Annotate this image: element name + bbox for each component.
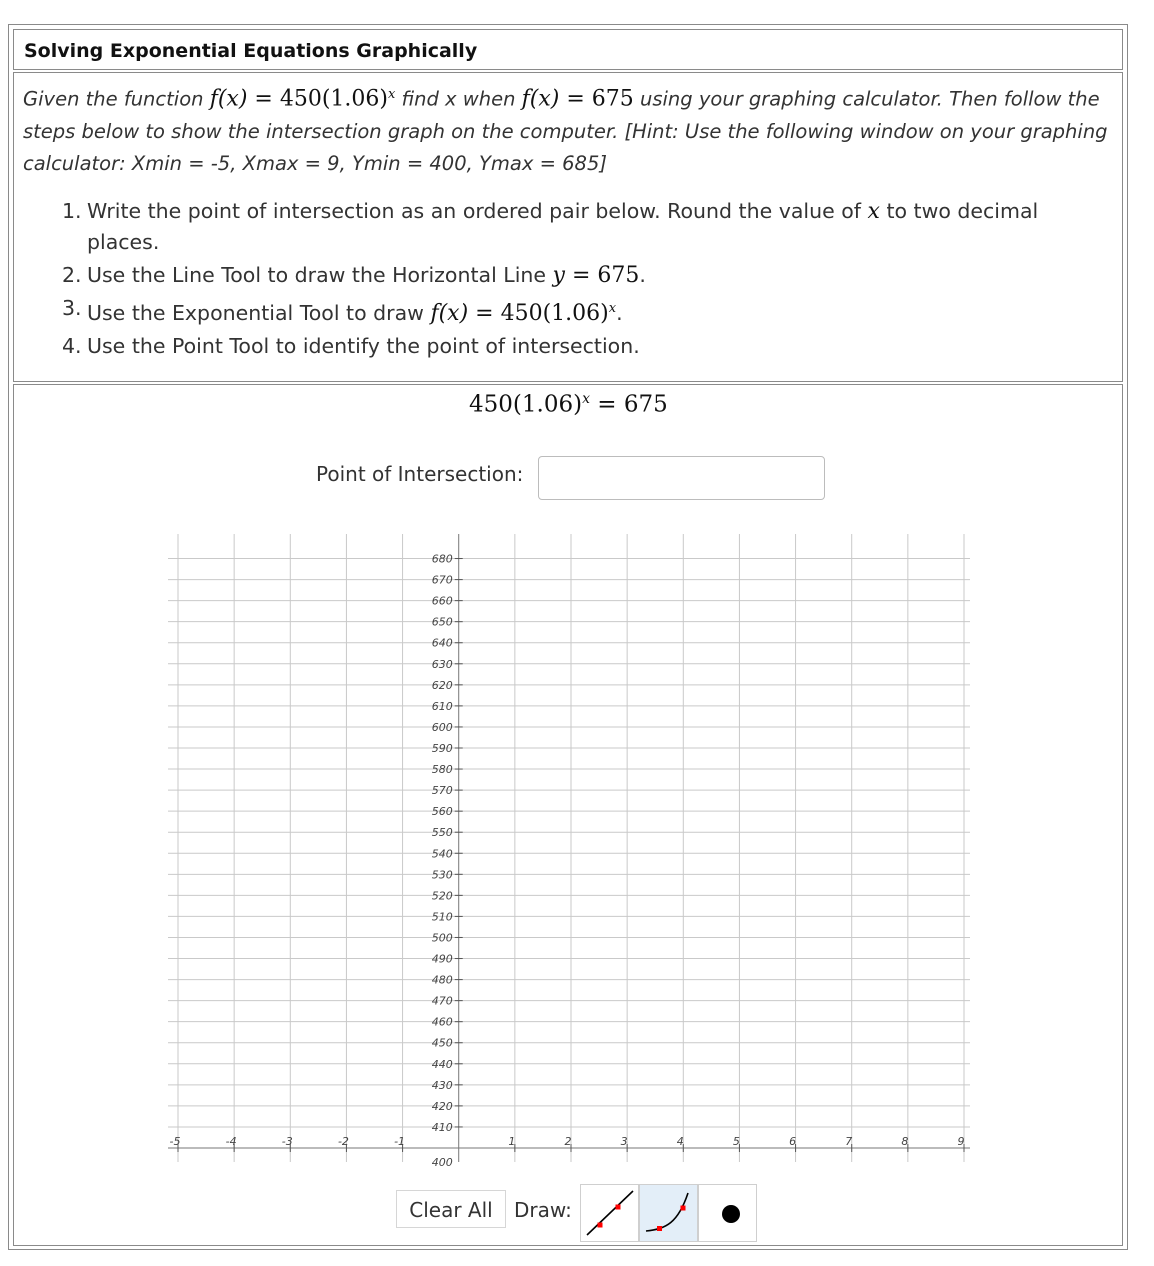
poi-input[interactable] (538, 456, 825, 500)
graph-box (13, 384, 1123, 1246)
x-tick-label: 3 (620, 1135, 628, 1148)
axes (168, 534, 970, 1162)
y-tick-label: 660 (431, 594, 453, 608)
step-text: Use the Line Tool to draw the Horizontal Line (87, 263, 553, 287)
graph-canvas[interactable] (166, 530, 976, 1178)
question-box (13, 72, 1123, 382)
step-exponent: x (608, 301, 617, 316)
x-tick-label: 6 (789, 1135, 797, 1148)
x-tick-label: -2 (337, 1135, 349, 1148)
step-item (62, 293, 1102, 329)
x-tick-label: 1 (508, 1135, 516, 1148)
x-tick-label: -1 (394, 1135, 406, 1148)
intro-function-name: f(x) (209, 86, 248, 112)
y-tick-label: 630 (431, 657, 453, 671)
y-tick-label: 650 (431, 615, 453, 629)
y-tick-label: 470 (431, 994, 453, 1008)
x-tick-label: 5 (732, 1135, 740, 1148)
equation-rhs: = 675 (589, 391, 668, 418)
y-tick-label: 490 (431, 952, 453, 966)
step-item (62, 196, 1102, 258)
point-tool-button[interactable] (698, 1184, 757, 1242)
y-tick-label: 620 (431, 678, 453, 692)
step-math: y (552, 263, 565, 288)
y-tick-label: 460 (431, 1015, 453, 1029)
grid (168, 534, 970, 1162)
intro-exponent: x (387, 87, 396, 102)
intro-part-2: find x when (395, 87, 522, 111)
poi-label: Point of Intersection: (316, 462, 524, 486)
step-number: 4. (62, 333, 82, 358)
y-tick-label: 560 (431, 805, 453, 819)
y-tick-label: 500 (431, 931, 453, 945)
step-math-value: = 450(1.06) (468, 300, 609, 326)
x-tick-label: 2 (564, 1135, 572, 1148)
equation-exponent: x (582, 391, 590, 407)
x-tick-label: -4 (225, 1135, 237, 1148)
tick-labels (170, 553, 965, 1169)
intro-text (23, 79, 1118, 180)
y-tick-label: 480 (431, 973, 453, 987)
y-tick-label: 670 (431, 573, 453, 587)
step-text-end: . (639, 263, 646, 287)
step-text: Use the Exponential Tool to draw (87, 300, 431, 325)
step-item (62, 331, 1102, 362)
line-tool-icon (581, 1185, 638, 1241)
step-math: f(x) (430, 300, 469, 326)
y-tick-label: 440 (431, 1057, 453, 1071)
step-text: Use the Point Tool to identify the point of intersection. (87, 333, 640, 358)
draw-label: Draw: (514, 1198, 572, 1222)
step-number: 3. (62, 296, 82, 320)
step-text: Write the point of intersection as an ordered pair below. Round the value of (87, 199, 868, 223)
x-tick-label: -3 (281, 1135, 293, 1148)
y-tick-label: 450 (431, 1036, 453, 1050)
step-item (62, 260, 1102, 291)
page-title: Solving Exponential Equations Graphically (24, 40, 478, 62)
line-tool-button[interactable] (580, 1184, 639, 1242)
x-tick-label: 4 (676, 1135, 684, 1148)
step-text-end: to two decimal places. (87, 199, 1039, 254)
y-tick-label: 600 (431, 720, 453, 734)
steps-list (62, 196, 1102, 364)
intro-part-1: Given the function (23, 87, 210, 111)
y-tick-label: 680 (431, 552, 453, 566)
exponential-tool-button[interactable] (639, 1184, 698, 1242)
y-tick-label: 420 (431, 1099, 453, 1113)
intro-target-value: = 675 (559, 86, 634, 112)
problem-container (8, 24, 1128, 1250)
intro-function-expr: = 450(1.06) (247, 86, 388, 112)
title-box (13, 29, 1123, 70)
y-tick-label: 640 (431, 636, 453, 650)
y-origin-label: 400 (431, 1156, 453, 1169)
clear-all-button[interactable]: Clear All (396, 1190, 506, 1228)
step-text-end: . (616, 300, 623, 325)
exponential-tool-icon (640, 1185, 697, 1241)
y-tick-label: 540 (431, 847, 453, 861)
y-tick-label: 580 (431, 763, 453, 777)
equation-display (469, 391, 668, 418)
y-tick-label: 430 (431, 1078, 453, 1092)
y-tick-label: 510 (431, 910, 453, 924)
x-tick-label: 7 (845, 1135, 853, 1148)
step-number: 2. (62, 263, 82, 287)
x-tick-label: 8 (901, 1135, 909, 1148)
intro-part-3: using your graphing calculator. Then follow the steps below to show the intersection graph on the computer. [Hint: Use the following window on your graphing calculator: Xmin = -5, Xmax = 9, Ymin = 400, Ymax = 685] (23, 87, 1108, 175)
y-tick-label: 530 (431, 868, 453, 882)
y-tick-label: 520 (431, 889, 453, 903)
x-tick-label: -5 (169, 1135, 181, 1148)
y-tick-label: 570 (431, 784, 453, 798)
step-math: x (867, 199, 880, 224)
x-tick-label: 9 (957, 1135, 965, 1148)
y-tick-label: 550 (431, 826, 453, 840)
intro-function-name-2: f(x) (521, 86, 560, 112)
step-number: 1. (62, 199, 82, 223)
step-math-value: = 675 (564, 263, 640, 288)
equation-base: 450(1.06) (469, 391, 583, 418)
y-tick-label: 590 (431, 742, 453, 755)
point-tool-icon (699, 1185, 756, 1241)
y-tick-label: 410 (431, 1120, 453, 1134)
y-tick-label: 610 (431, 699, 453, 713)
